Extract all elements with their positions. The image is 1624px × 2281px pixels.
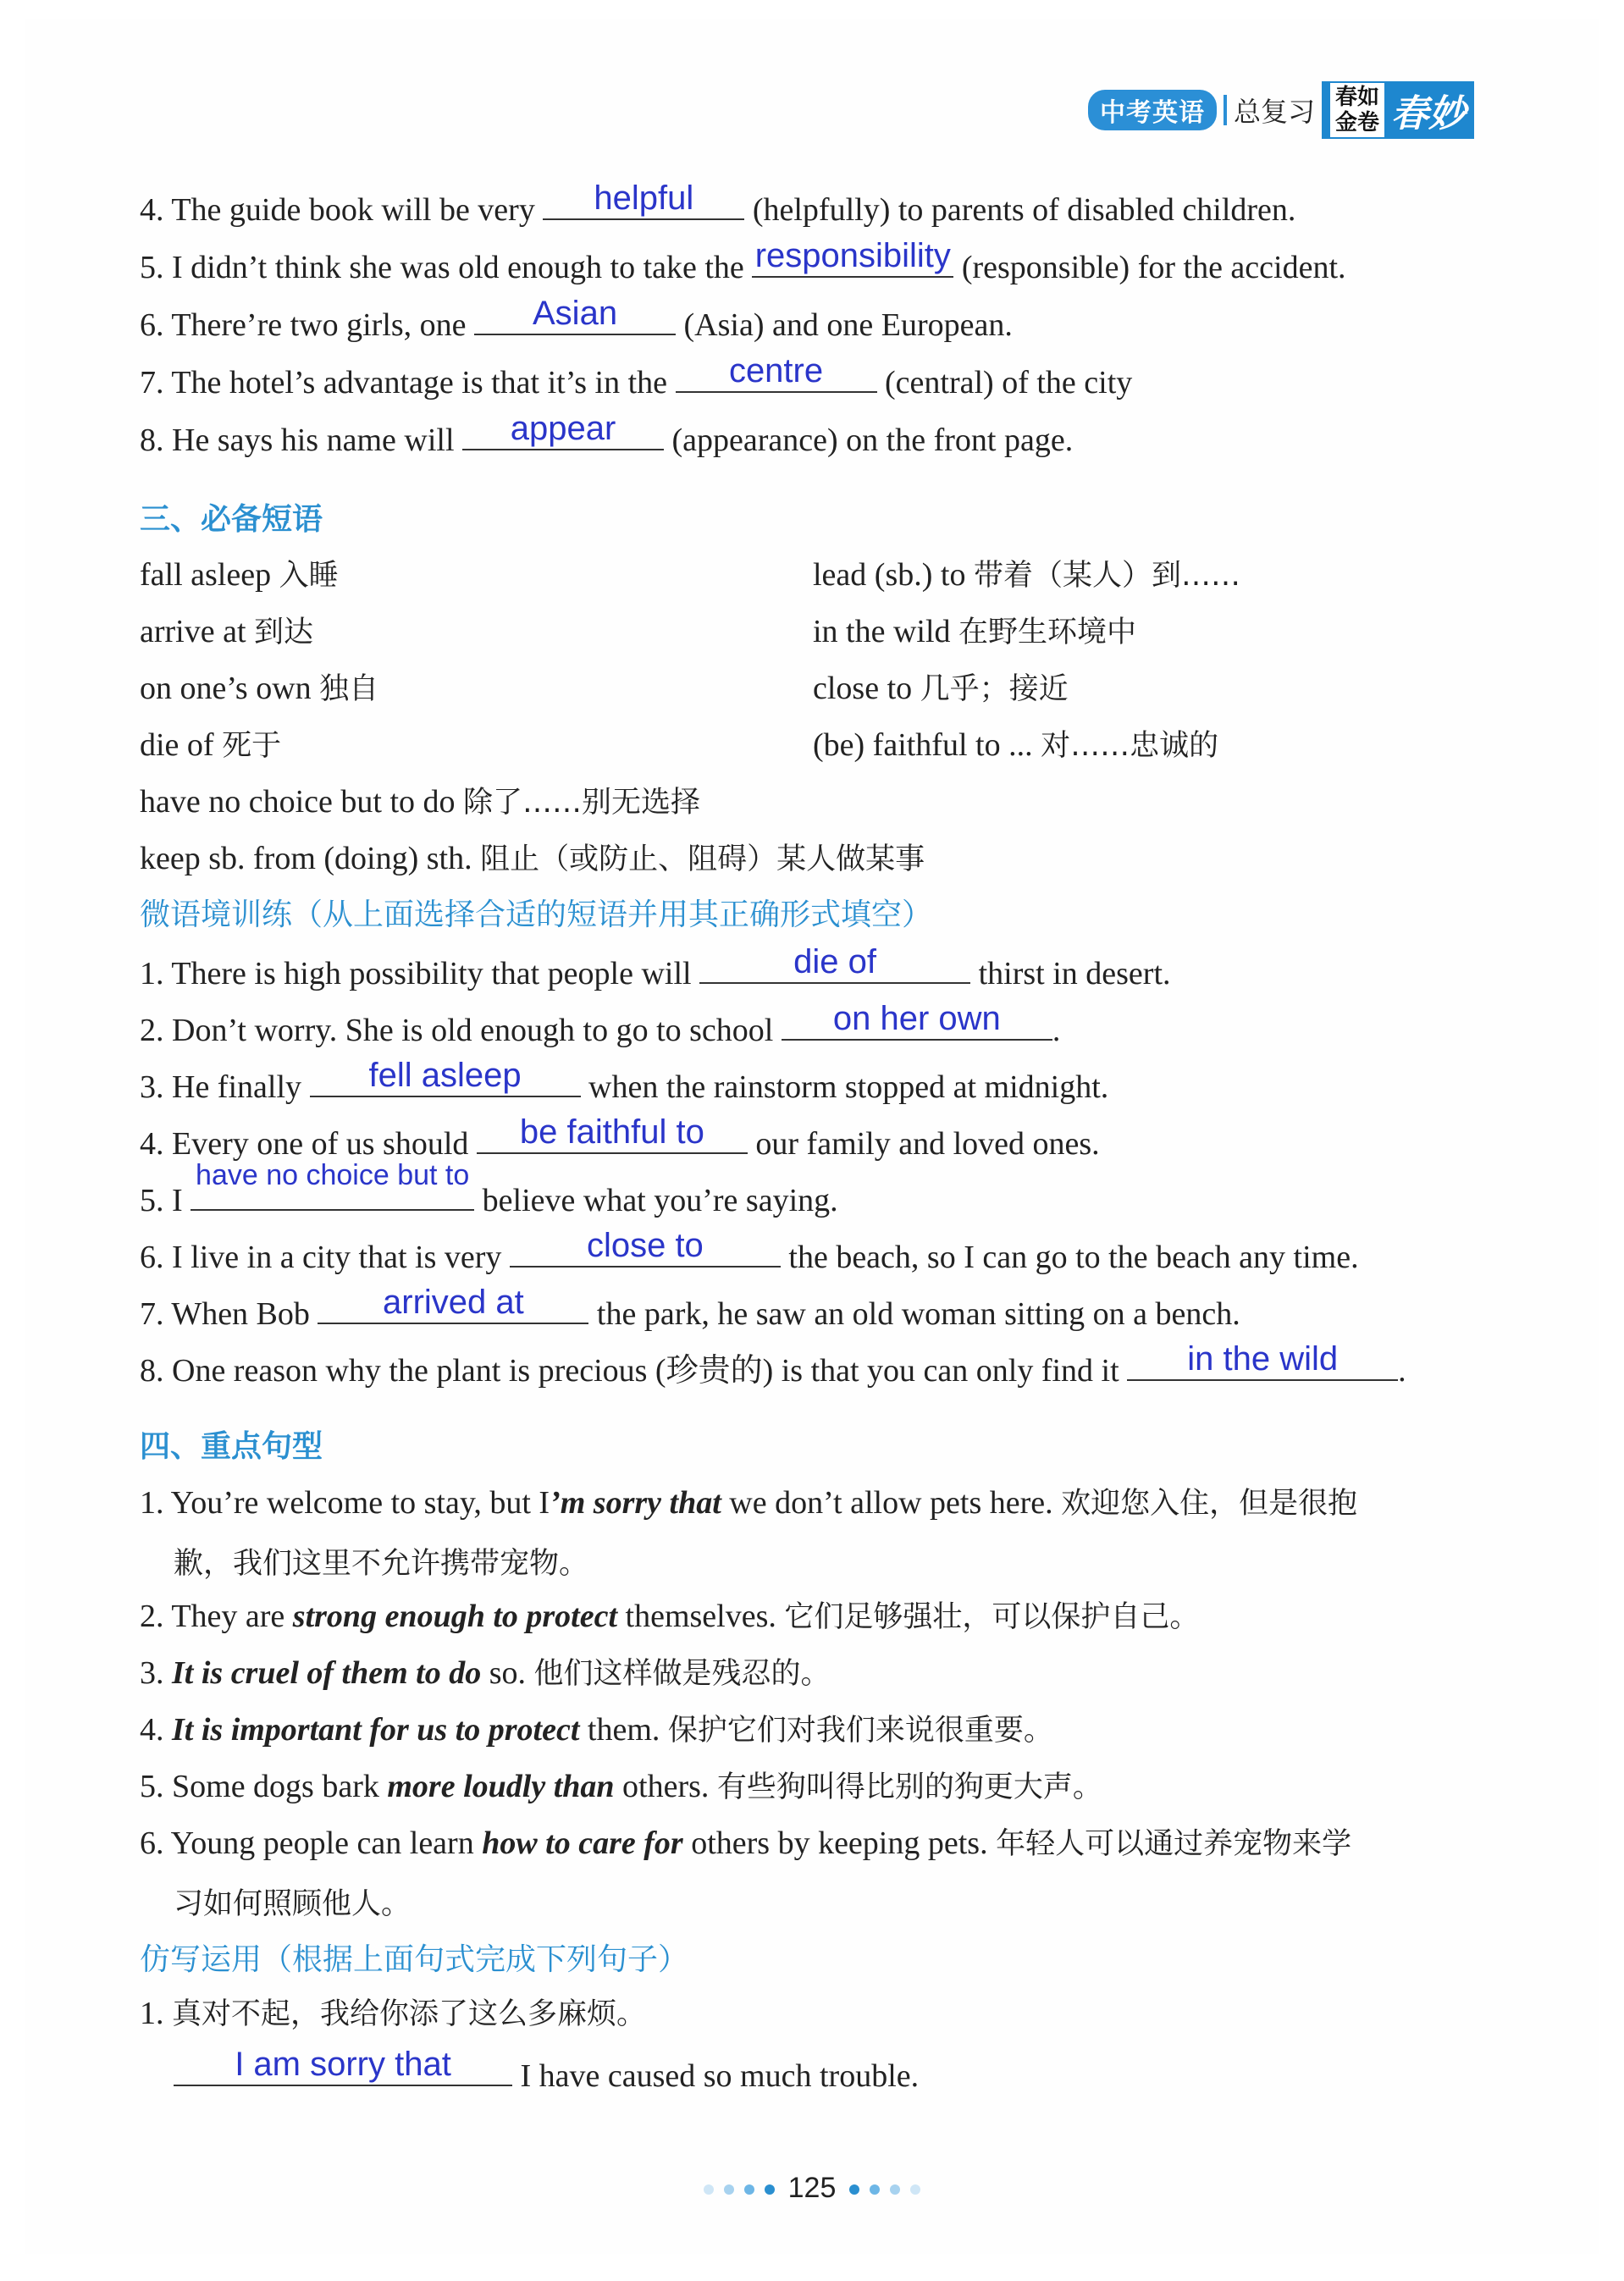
answer-blank[interactable]	[462, 410, 664, 450]
item-number: 6.	[140, 1825, 164, 1861]
practice-item	[140, 1227, 1359, 1277]
key-sentence	[140, 1824, 1351, 1864]
sentence-pattern: more loudly than	[387, 1769, 615, 1804]
item-number: 8.	[140, 1353, 164, 1389]
practice-item	[140, 1057, 1109, 1107]
item-number: 3.	[140, 1655, 164, 1691]
item-text-after: (responsible) for the accident.	[961, 250, 1346, 285]
dot-icon	[704, 2184, 714, 2195]
item-number: 2.	[140, 1013, 164, 1048]
item-text-before: The hotel’s advantage is that it’s in the	[171, 365, 668, 400]
item-text-before: Don’t worry. She is old enough to go to school	[172, 1013, 774, 1048]
phrase-zh: 入睡	[279, 559, 339, 593]
item-number: 4.	[140, 1712, 164, 1748]
answer-blank[interactable]	[510, 1227, 781, 1268]
answer-blank[interactable]	[474, 295, 676, 335]
item-text-after: (Asia) and one European.	[683, 307, 1013, 343]
header-subtitle: 总复习	[1234, 96, 1316, 128]
sentence-pattern: It is cruel of them to do	[172, 1655, 482, 1691]
answer-text: responsibility	[754, 237, 951, 274]
phrase-zh: 独自	[319, 672, 379, 706]
phrase-zh: 对……忠诚的	[1041, 729, 1219, 763]
answer-blank[interactable]	[310, 1057, 581, 1097]
sentence-text: They are	[171, 1599, 293, 1634]
answer-text: be faithful to	[519, 1113, 704, 1151]
answer-blank[interactable]	[318, 1284, 588, 1324]
answer-blank[interactable]	[174, 2046, 512, 2086]
item-text-after: .	[1398, 1353, 1406, 1389]
item-text-before: He says his name will	[172, 423, 455, 458]
section-title: 三、必备短语	[140, 502, 323, 537]
header-separator	[1224, 95, 1227, 125]
key-sentence	[140, 1483, 1357, 1523]
header-badge: 中考英语	[1088, 90, 1217, 130]
item-text-after: believe what you’re saying.	[482, 1183, 838, 1218]
dot-icon	[744, 2184, 754, 2195]
practice-title: 微语境训练（从上面选择合适的短语并用其正确形式填空）	[140, 897, 933, 932]
phrase-item	[813, 666, 1069, 708]
answer-text: on her own	[832, 1000, 1001, 1037]
item-text-before: I live in a city that is very	[172, 1240, 502, 1275]
phrase-en: in the wild	[813, 614, 951, 649]
sentence-text: so.	[481, 1655, 527, 1691]
item-number: 6.	[140, 1240, 164, 1275]
sentence-text: we don’t allow pets here.	[721, 1485, 1053, 1521]
fill-item	[140, 179, 1296, 229]
practice-item	[140, 1159, 838, 1220]
item-text-after: our family and loved ones.	[755, 1126, 1100, 1162]
answer-text: Asian	[533, 295, 618, 332]
item-text-after: (appearance) on the front page.	[671, 423, 1074, 458]
item-text-after: (central) of the city	[885, 365, 1133, 400]
item-text-before: One reason why the plant is precious (珍贵的) is that you can only find it	[172, 1353, 1119, 1389]
phrase-en: on one’s own	[140, 671, 312, 706]
item-number: 7.	[140, 1296, 164, 1332]
sentence-translation: 他们这样做是残忍的。	[533, 1657, 831, 1691]
brand-right: 春妙	[1391, 92, 1467, 135]
phrase-zh: 除了……别无选择	[463, 786, 701, 820]
sentence-translation-continued	[174, 1540, 588, 1582]
sentence-translation: 保护它们对我们来说很重要。	[667, 1714, 1053, 1748]
page-footer	[0, 2172, 1624, 2205]
phrase-zh: 带着（某人）到……	[973, 559, 1240, 593]
answer-text: I am sorry that	[235, 2046, 451, 2083]
sentence-translation: 年轻人可以通过养宠物来学	[996, 1827, 1352, 1861]
sentence-text: themselves.	[617, 1599, 776, 1634]
item-number: 4.	[140, 192, 164, 228]
item-text-after: (helpfully) to parents of disabled children.	[752, 192, 1296, 228]
fill-item	[140, 352, 1133, 402]
page-header	[1088, 81, 1474, 139]
practice-item	[140, 1000, 1061, 1050]
dot-icon	[765, 2184, 775, 2195]
sentence-translation-continued	[174, 1881, 411, 1923]
item-number: 3.	[140, 1069, 164, 1105]
answer-blank[interactable]	[782, 1000, 1052, 1041]
practice-item	[140, 1340, 1406, 1390]
brand-left-top: 春如	[1335, 85, 1380, 110]
item-number: 1.	[140, 1996, 164, 2031]
item-number: 7.	[140, 365, 164, 400]
answer-text: centre	[728, 352, 824, 389]
practice-title: 仿写运用（根据上面句式完成下列句子）	[140, 1942, 689, 1977]
item-number: 6.	[140, 307, 164, 343]
sentence-text: them.	[579, 1712, 660, 1748]
fill-item	[140, 237, 1346, 287]
phrase-en: have no choice but to do	[140, 784, 456, 820]
item-text-after: .	[1052, 1013, 1061, 1048]
answer-text: close to	[586, 1227, 704, 1264]
item-text-before: He finally	[172, 1069, 302, 1105]
phrase-en: (be) faithful to ...	[813, 727, 1033, 763]
item-text-after: thirst in desert.	[978, 956, 1171, 991]
brand-left	[1330, 83, 1384, 137]
item-prompt: 真对不起，我给你添了这么多麻烦。	[172, 1997, 647, 2031]
section-title: 四、重点句型	[140, 1429, 323, 1464]
dot-icon	[910, 2184, 920, 2195]
sentence-text: Young people can learn	[170, 1825, 483, 1861]
item-text-before: I didn’t think she was old enough to take the	[172, 250, 744, 285]
item-number: 1.	[140, 956, 164, 991]
key-sentence	[140, 1767, 1102, 1807]
sentence-translation: 它们足够强壮，可以保护自己。	[784, 1600, 1200, 1634]
phrase-zh: 到达	[254, 616, 314, 649]
phrase-en: lead (sb.) to	[813, 557, 966, 593]
sentence-pattern: how to care for	[482, 1825, 683, 1861]
sentence-pattern: It is important for us to protect	[172, 1712, 580, 1748]
item-number: 5.	[140, 1183, 164, 1218]
phrase-en: close to	[813, 671, 913, 706]
item-text-before: I	[172, 1183, 183, 1218]
sentence-pattern: strong enough to protect	[292, 1599, 618, 1634]
phrase-en: arrive at	[140, 614, 246, 649]
phrase-item	[140, 779, 700, 821]
key-sentence	[140, 1710, 1053, 1750]
phrase-zh: 在野生环境中	[958, 616, 1137, 649]
practice-item	[140, 943, 1171, 993]
item-text-after: the beach, so I can go to the beach any time.	[788, 1240, 1359, 1275]
phrase-item	[140, 722, 281, 765]
sentence-text: others.	[614, 1769, 710, 1804]
answer-text: have no choice but to	[196, 1159, 470, 1191]
answer-blank[interactable]	[699, 943, 970, 984]
phrase-item	[140, 666, 378, 708]
item-number: 2.	[140, 1599, 164, 1634]
fill-item	[140, 410, 1074, 460]
item-text-after: when the rainstorm stopped at midnight.	[588, 1069, 1109, 1105]
item-number: 4.	[140, 1126, 164, 1162]
answer-blank[interactable]	[191, 1159, 474, 1211]
sentence-translation: 歉，我们这里不允许携带宠物。	[174, 1547, 589, 1581]
sentence-text: Some dogs bark	[172, 1769, 388, 1804]
phrase-item	[813, 609, 1136, 651]
item-text-before: Every one of us should	[172, 1126, 469, 1162]
phrase-item	[140, 609, 313, 651]
phrase-en: fall asleep	[140, 557, 272, 593]
phrase-item	[813, 722, 1218, 765]
dot-icon	[890, 2184, 900, 2195]
item-number: 5.	[140, 1769, 164, 1804]
item-text-after: the park, he saw an old woman sitting on a bench.	[596, 1296, 1240, 1332]
answer-blank[interactable]	[543, 179, 744, 220]
dot-icon	[724, 2184, 734, 2195]
phrase-en: keep sb. from (doing) sth.	[140, 841, 472, 876]
item-text-before: There’re two girls, one	[171, 307, 467, 343]
imitation-answer-line	[174, 2046, 920, 2095]
sentence-text: others by keeping pets.	[682, 1825, 988, 1861]
phrase-item	[813, 552, 1240, 594]
answer-text: fell asleep	[368, 1057, 522, 1094]
phrase-zh: 死于	[222, 729, 282, 763]
page-number: 125	[787, 2172, 837, 2204]
item-text-before: The guide book will be very	[171, 192, 535, 228]
item-text-before: There is high possibility that people will	[171, 956, 692, 991]
key-sentence	[140, 1597, 1199, 1637]
phrase-zh: 几乎；接近	[920, 672, 1069, 706]
item-number: 1.	[140, 1485, 164, 1521]
dot-icon	[870, 2184, 880, 2195]
answer-text: die of	[793, 943, 877, 980]
phrase-item	[140, 552, 339, 594]
answer-blank[interactable]	[676, 352, 877, 393]
sentence-translation: 习如何照顾他人。	[174, 1887, 412, 1921]
item-text-after: I have caused so much trouble.	[520, 2058, 920, 2094]
phrase-en: die of	[140, 727, 214, 763]
phrase-zh: 阻止（或防止、阻碍）某人做某事	[480, 842, 925, 876]
dot-icon	[849, 2184, 859, 2195]
sentence-text: You’re welcome to stay, but I	[170, 1485, 550, 1521]
answer-blank[interactable]	[752, 237, 953, 278]
item-number: 8.	[140, 423, 164, 458]
sentence-pattern: ’m sorry that	[550, 1485, 721, 1521]
sentence-translation: 欢迎您入住，但是很抱	[1061, 1487, 1358, 1521]
imitation-item	[140, 1994, 646, 2034]
sentence-translation: 有些狗叫得比别的狗更大声。	[716, 1770, 1102, 1804]
answer-text: appear	[510, 410, 616, 447]
answer-text: in the wild	[1187, 1340, 1339, 1378]
key-sentence	[140, 1654, 831, 1693]
header-brand-logo	[1322, 81, 1474, 139]
answer-text: arrived at	[383, 1284, 524, 1321]
practice-item	[140, 1284, 1240, 1334]
phrase-item	[140, 836, 925, 878]
answer-blank[interactable]	[477, 1113, 748, 1154]
item-text-before: When Bob	[171, 1296, 310, 1332]
item-number: 5.	[140, 250, 164, 285]
brand-left-bottom: 金卷	[1335, 110, 1380, 135]
answer-text: helpful	[594, 179, 694, 217]
answer-blank[interactable]	[1127, 1340, 1398, 1381]
fill-item	[140, 295, 1013, 345]
